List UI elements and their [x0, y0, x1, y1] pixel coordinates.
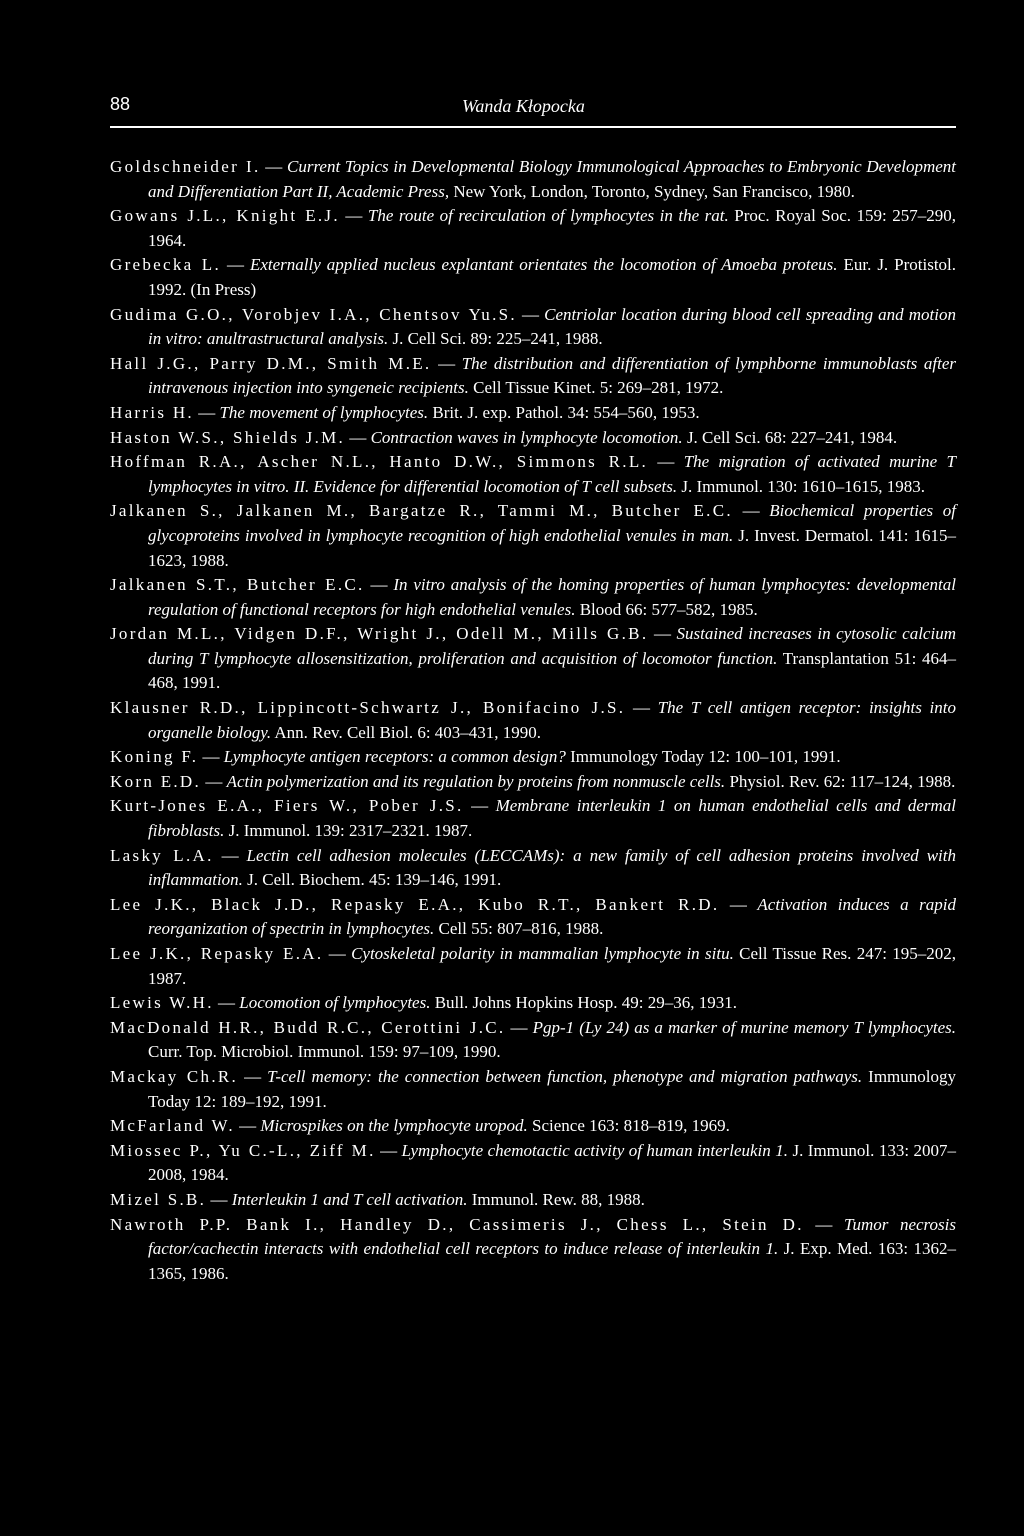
reference-separator: —	[198, 747, 224, 767]
reference-separator: —	[201, 771, 227, 791]
reference-source: J. Exp. Med. 163: 1362–1365, 1986.	[148, 1239, 957, 1283]
reference-source: J. Invest. Dermatol. 141: 1615–1623, 1988.	[148, 525, 956, 570]
reference-entry	[110, 1213, 956, 1287]
reference-source: J. Immunol. 133: 2007–2008, 1984.	[148, 1140, 957, 1185]
reference-authors: Lee J.K., Repasky E.A.	[110, 944, 324, 963]
reference-separator: —	[238, 1066, 268, 1086]
reference-title: Actin polymerization and its regulation by proteins from nonmuscle cells.	[226, 771, 726, 791]
reference-title: Externally applied nucleus explantant orientates the locomotion of Amoeba proteus.	[249, 255, 838, 275]
reference-source: Immunology Today 12: 100–101, 1991.	[570, 747, 841, 767]
reference-title: Current Topics in Developmental Biology Immunological Approaches to Embryonic Development and Differentiation Part II, Academic Press,	[148, 157, 957, 201]
reference-separator: —	[505, 1017, 533, 1037]
page-number: 88	[110, 94, 131, 114]
reference-separator: —	[323, 944, 352, 963]
reference-list	[110, 155, 956, 1286]
reference-source: Eur. J. Protistol. 1992. (In Press)	[148, 255, 957, 299]
reference-entry	[110, 303, 956, 352]
reference-source: Brit. J. exp. Pathol. 34: 554–560, 1953.	[432, 402, 700, 422]
reference-entry	[110, 942, 956, 991]
reference-title: The migration of activated murine T lymphocytes in vitro. II. Evidence for differential locomotion of T cell subsets.	[148, 452, 956, 496]
reference-authors: Goldschneider I.	[110, 157, 261, 176]
reference-source: Transplantation 51: 464–468, 1991.	[148, 648, 956, 693]
reference-entry	[110, 155, 956, 204]
reference-entry	[110, 499, 956, 573]
reference-entry	[110, 622, 956, 696]
reference-authors: Hoffman R.A., Ascher N.L., Hanto D.W., Simmons R.L.	[110, 452, 649, 472]
reference-title: Pgp-1 (Ly 24) as a marker of murine memory T lymphocytes.	[532, 1017, 957, 1037]
reference-title: Centriolar location during blood cell spreading and motion in vitro: anultrastructural analysis.	[148, 304, 956, 349]
reference-authors: Mackay Ch.R.	[110, 1066, 239, 1086]
reference-separator: —	[516, 304, 545, 324]
reference-source: Science 163: 818–819, 1969.	[532, 1116, 730, 1136]
reference-separator: —	[260, 157, 287, 176]
reference-authors: Jalkanen S., Jalkanen M., Bargatze R., Tammi M., Butcher E.C.	[110, 501, 733, 521]
reference-entry	[110, 253, 956, 302]
reference-source: Immunology Today 12: 189–192, 1991.	[148, 1066, 956, 1111]
reference-entry	[110, 745, 956, 770]
reference-authors: Jordan M.L., Vidgen D.F., Wright J., Odell M., Mills G.B.	[110, 624, 649, 644]
reference-source: J. Cell Sci. 89: 225–241, 1988.	[392, 329, 603, 349]
reference-source: Ann. Rev. Cell Biol. 6: 403–431, 1990.	[274, 722, 542, 742]
reference-authors: Hall J.G., Parry D.M., Smith M.E.	[110, 353, 432, 373]
reference-title: Activation induces a rapid reorganization of spectrin in lymphocytes.	[148, 894, 956, 939]
reference-authors: Nawroth P.P. Bank I., Handley D., Cassimeris J., Chess L., Stein D.	[110, 1214, 804, 1234]
reference-entry	[110, 1114, 956, 1139]
reference-source: Immunol. Rew. 88, 1988.	[471, 1189, 645, 1209]
reference-source: Physiol. Rev. 62: 117–124, 1988.	[729, 771, 956, 791]
reference-source: Bull. Johns Hopkins Hosp. 49: 29–36, 1931.	[434, 993, 737, 1013]
reference-authors: Grebecka L.	[110, 255, 222, 275]
reference-entry	[110, 1139, 956, 1188]
reference-authors: Mizel S.B.	[110, 1189, 207, 1209]
reference-title: Locomotion of lymphocytes.	[239, 993, 431, 1013]
reference-source: J. Cell. Biochem. 45: 139–146, 1991.	[247, 870, 502, 890]
reference-authors: McFarland W.	[110, 1116, 235, 1136]
reference-authors: Gudima G.O., Vorobjev I.A., Chentsov Yu.S.	[110, 304, 517, 324]
reference-title: The distribution and differentiation of lymphborne immunoblasts after intravenous injection into syngeneic recipients.	[148, 353, 957, 398]
reference-title: Contraction waves in lymphocyte locomotion.	[370, 427, 683, 447]
header-rule	[110, 126, 956, 128]
reference-entry	[110, 893, 956, 942]
reference-entry	[110, 352, 956, 401]
reference-entry	[110, 450, 956, 499]
reference-authors: Haston W.S., Shields J.M.	[110, 427, 346, 447]
reference-separator: —	[648, 452, 684, 472]
reference-authors: Lewis W.H.	[110, 993, 214, 1013]
reference-separator: —	[375, 1140, 402, 1160]
reference-title: Lymphocyte chemotactic activity of human interleukin 1.	[401, 1140, 788, 1160]
reference-title: The movement of lymphocytes.	[219, 402, 429, 422]
reference-separator: —	[625, 698, 658, 718]
reference-title: The route of recirculation of lymphocytes in the rat.	[367, 206, 729, 226]
reference-source: Cell Tissue Kinet. 5: 269–281, 1972.	[473, 378, 724, 398]
reference-entry	[110, 1065, 956, 1114]
reference-authors: Kurt-Jones E.A., Fiers W., Pober J.S.	[110, 796, 464, 816]
reference-authors: Lasky L.A.	[110, 845, 214, 865]
reference-separator: —	[803, 1214, 844, 1234]
reference-authors: Klausner R.D., Lippincott-Schwartz J., Bonifacino J.S.	[110, 698, 626, 718]
reference-title: Interleukin 1 and T cell activation.	[231, 1189, 468, 1209]
reference-entry	[110, 991, 956, 1016]
reference-title: The T cell antigen receptor: insights into organelle biology.	[148, 698, 956, 742]
reference-authors: Harris H.	[110, 402, 194, 422]
reference-authors: Jalkanen S.T., Butcher E.C.	[110, 575, 365, 595]
reference-source: Curr. Top. Microbiol. Immunol. 159: 97–109, 1990.	[148, 1042, 501, 1062]
reference-authors: Gowans J.L., Knight E.J.	[110, 206, 340, 226]
reference-source: Cell 55: 807–816, 1988.	[438, 919, 604, 939]
reference-separator: —	[221, 255, 250, 275]
reference-entry	[110, 696, 956, 745]
reference-entry	[110, 573, 956, 622]
reference-title: Membrane interleukin 1 on human endothelial cells and dermal fibroblasts.	[148, 796, 956, 841]
reference-source: Blood 66: 577–582, 1985.	[579, 599, 758, 619]
reference-authors: MacDonald H.R., Budd R.C., Cerottini J.C.	[110, 1017, 506, 1037]
running-title: Wanda Kłopocka	[462, 96, 585, 116]
reference-separator: —	[234, 1116, 261, 1136]
reference-authors: Korn E.D.	[110, 771, 202, 791]
reference-title: T-cell memory: the connection between function, phenotype and migration pathways.	[267, 1066, 863, 1086]
reference-source: New York, London, Toronto, Sydney, San Francisco, 1980.	[453, 181, 855, 201]
reference-separator: —	[213, 845, 247, 865]
reference-entry	[110, 794, 956, 843]
reference-title: Biochemical properties of glycoproteins involved in lymphocyte recognition of high endothelial venules in man.	[148, 501, 956, 545]
reference-source: J. Cell Sci. 68: 227–241, 1984.	[686, 427, 898, 447]
reference-title: Cytoskeletal polarity in mammalian lymphocyte in situ.	[351, 944, 734, 963]
reference-title: Lectin cell adhesion molecules (LECCAMs): a new family of cell adhesion proteins involved with inflammation.	[148, 845, 956, 890]
reference-separator: —	[364, 575, 394, 595]
reference-source: J. Immunol. 130: 1610–1615, 1983.	[681, 476, 926, 496]
reference-separator: —	[431, 353, 462, 373]
reference-title: In vitro analysis of the homing properties of human lymphocytes: developmental regulation of functional receptors for high endothelial venules.	[148, 575, 956, 619]
page-header	[110, 94, 956, 126]
reference-entry	[110, 204, 956, 253]
reference-separator: —	[732, 501, 770, 521]
reference-separator: —	[193, 402, 220, 422]
reference-authors: Koning F.	[110, 747, 199, 767]
reference-entry	[110, 401, 956, 426]
reference-separator: —	[719, 894, 758, 914]
reference-entry	[110, 1016, 956, 1065]
reference-title: Tumor necrosis factor/cachectin interacts with endothelial cell receptors to induce release of interleukin 1.	[148, 1214, 956, 1259]
reference-entry	[110, 770, 956, 795]
reference-title: Sustained increases in cytosolic calcium during T lymphocyte allosensitization, proliferation and acquisition of locomotor function.	[148, 624, 956, 668]
reference-title: Lymphocyte antigen receptors: a common design?	[223, 747, 566, 767]
reference-separator: —	[648, 624, 677, 644]
reference-entry	[110, 844, 956, 893]
reference-separator: —	[463, 796, 496, 816]
reference-entry	[110, 1188, 956, 1213]
reference-title: Microspikes on the lymphocyte uropod.	[260, 1116, 528, 1136]
reference-separator: —	[213, 993, 240, 1013]
reference-separator: —	[345, 427, 371, 447]
reference-separator: —	[339, 206, 368, 226]
reference-source: J. Immunol. 139: 2317–2321. 1987.	[228, 821, 473, 841]
reference-source: Proc. Royal Soc. 159: 257–290, 1964.	[148, 206, 957, 250]
reference-authors: Miossec P., Yu C.-L., Ziff M.	[110, 1140, 376, 1160]
reference-authors: Lee J.K., Black J.D., Repasky E.A., Kubo R.T., Bankert R.D.	[110, 894, 720, 914]
reference-source: Cell Tissue Res. 247: 195–202, 1987.	[148, 944, 956, 988]
reference-entry	[110, 426, 956, 451]
reference-separator: —	[206, 1189, 232, 1209]
